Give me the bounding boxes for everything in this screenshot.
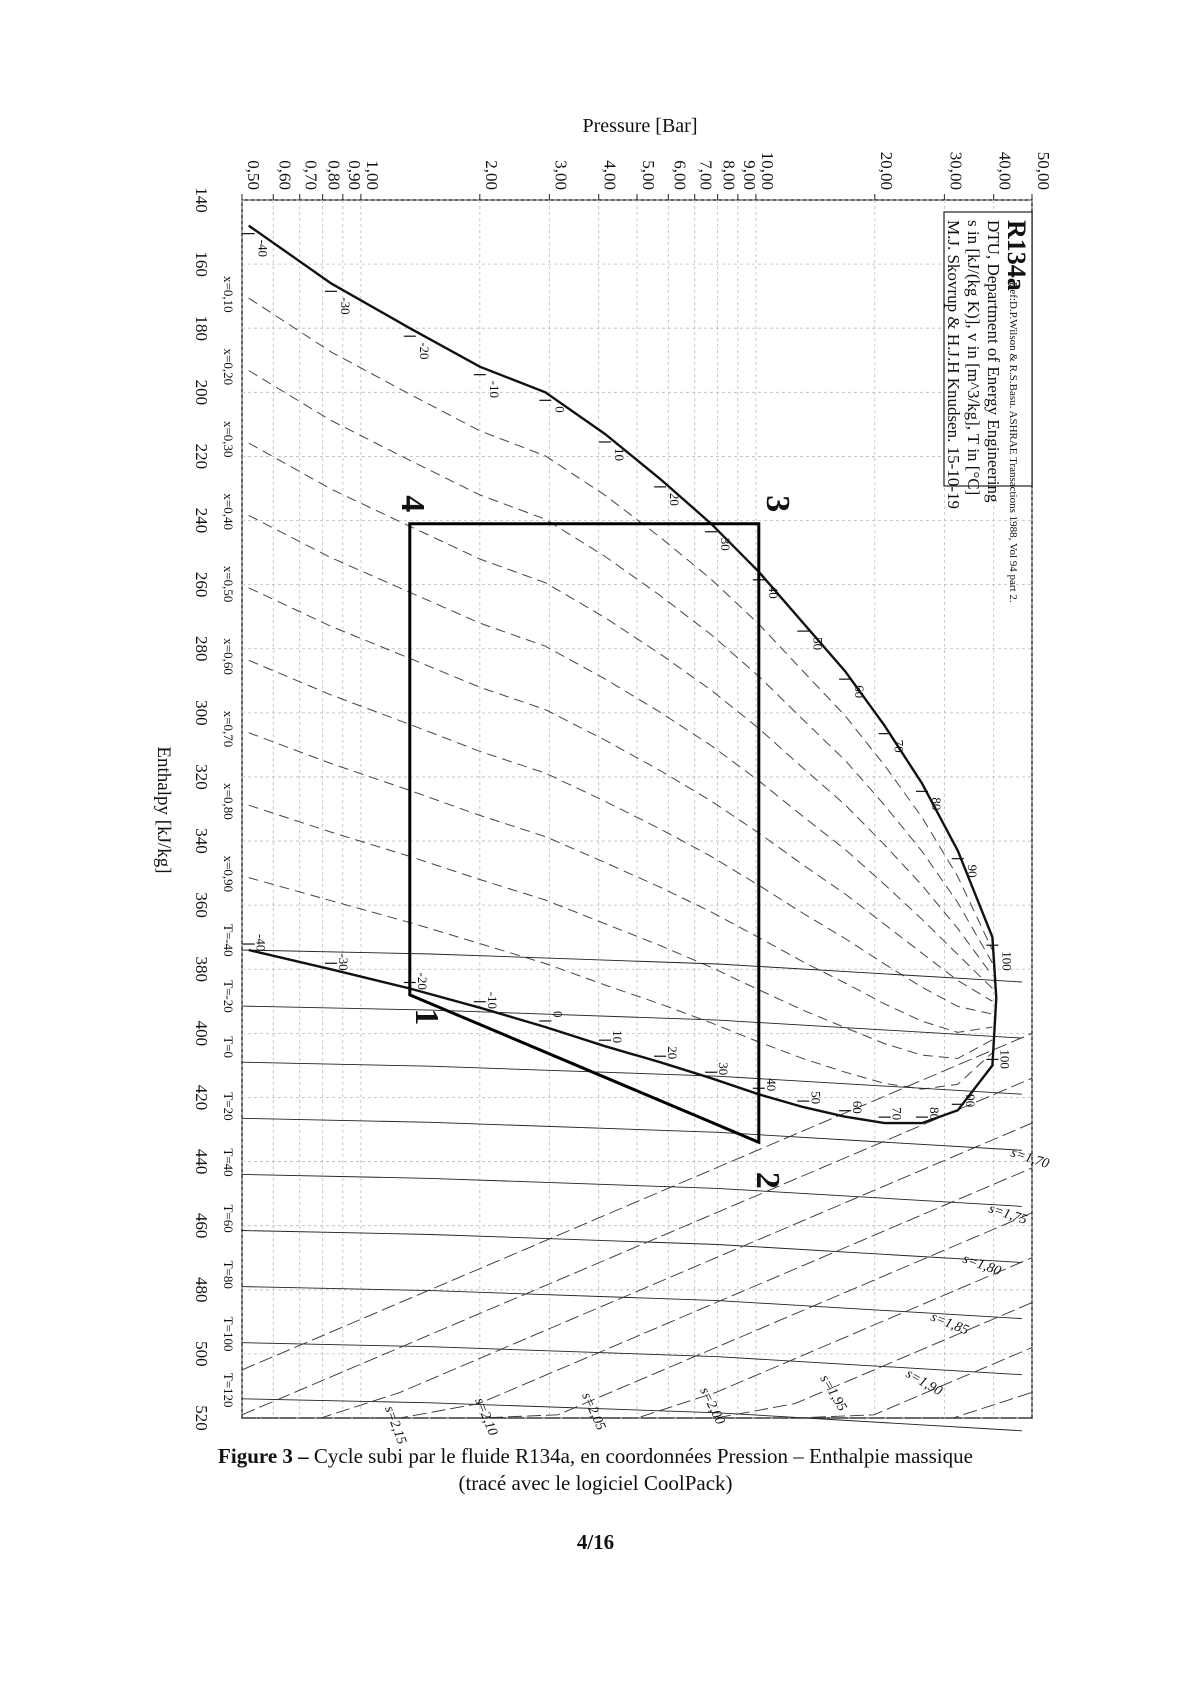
entropy-label: s=1,85 — [928, 1309, 971, 1339]
liquid-temp-label: 30 — [718, 537, 734, 551]
isotherm-label: T=40 — [221, 1148, 236, 1177]
y-tick-label: 20,00 — [876, 151, 896, 190]
vapor-temp-label: -10 — [484, 991, 500, 1010]
isotherm-label: T=100 — [221, 1316, 236, 1352]
liquid-temp-label: -10 — [486, 380, 502, 399]
y-tick-label: 3,00 — [551, 160, 571, 190]
y-tick-label: 9,00 — [739, 160, 759, 190]
cycle-point-label: 3 — [758, 495, 796, 513]
x-tick-label: 180 — [192, 315, 211, 341]
isotherm-line — [242, 1287, 1022, 1319]
caption-label: Figure 3 – — [218, 1444, 309, 1468]
liquid-temp-label: 40 — [765, 585, 781, 599]
y-tick-label: 50,00 — [1034, 151, 1053, 190]
liquid-temp-label: 70 — [891, 739, 907, 753]
x-axis-title: Enthalpy [kJ/kg] — [153, 746, 174, 874]
y-tick-label: 0,80 — [324, 160, 344, 190]
x-tick-label: 520 — [192, 1405, 211, 1431]
x-tick-label: 160 — [192, 251, 211, 277]
vapor-temp-label: 10 — [610, 1030, 626, 1044]
y-tick-label: 1,00 — [362, 160, 382, 190]
vapor-temp-label: 30 — [716, 1062, 732, 1076]
quality-line — [249, 298, 993, 950]
entropy-label: s=1,90 — [903, 1366, 945, 1400]
entropy-label: s=1,80 — [960, 1251, 1003, 1280]
x-tick-label: 140 — [192, 187, 211, 213]
isotherm-label: T=80 — [221, 1260, 236, 1289]
y-tick-label: 4,00 — [600, 160, 620, 190]
liquid-temp-label: 20 — [667, 492, 683, 506]
page-number: 4/16 — [576, 1530, 615, 1554]
isotherm-line — [242, 1171, 1022, 1206]
vapor-temp-label: -20 — [414, 972, 430, 990]
x-tick-label: 240 — [192, 507, 211, 534]
info-line: M.J. Skovrup & H.J.H Knudsen. 15-10-19 — [944, 220, 963, 509]
quality-line — [249, 515, 993, 988]
y-tick-label: 30,00 — [946, 151, 966, 190]
liquid-temp-label: -20 — [416, 342, 432, 360]
vapor-temp-label: 100 — [997, 1049, 1013, 1069]
y-tick-label: 8,00 — [719, 160, 739, 190]
entropy-label: s=2,05 — [578, 1390, 609, 1433]
y-axis-title: Pressure [Bar] — [582, 115, 698, 137]
quality-line — [249, 733, 993, 1033]
vapor-temp-label: 40 — [763, 1078, 779, 1092]
vapor-temp-label: 20 — [665, 1046, 681, 1060]
liquid-temp-label: 100 — [999, 951, 1015, 971]
vapor-temp-label: 90 — [962, 1094, 978, 1108]
quality-label: x=0,50 — [221, 565, 236, 603]
isotherm-label: T=-20 — [221, 980, 236, 1013]
liquid-temp-label: 10 — [612, 447, 628, 461]
isotherm-label: T=120 — [221, 1372, 236, 1408]
vapor-temp-label: 50 — [808, 1091, 824, 1105]
x-tick-label: 420 — [192, 1084, 211, 1111]
isotherm-line — [242, 1231, 1022, 1263]
y-tick-label: 10,00 — [757, 151, 777, 190]
caption-line2: (tracé avec le logiciel CoolPack) — [458, 1471, 733, 1495]
x-tick-label: 460 — [192, 1212, 211, 1239]
liquid-temp-label: 60 — [852, 685, 868, 699]
cycle-point-label: 4 — [393, 495, 431, 513]
quality-label: x=0,30 — [221, 420, 236, 458]
entropy-label: s=2,10 — [471, 1395, 500, 1439]
x-tick-label: 300 — [192, 700, 211, 726]
x-tick-label: 200 — [192, 379, 211, 406]
quality-label: x=0,70 — [221, 710, 236, 748]
figure-caption — [0, 1443, 1191, 1497]
isotherm-label: T=60 — [221, 1204, 236, 1233]
quality-line — [249, 805, 993, 1058]
x-tick-label: 280 — [192, 635, 211, 662]
vapor-temp-label: -40 — [253, 934, 269, 952]
x-tick-label: 380 — [192, 956, 211, 983]
x-tick-label: 360 — [192, 892, 211, 918]
y-tick-label: 5,00 — [639, 160, 658, 190]
cycle-path — [407, 524, 759, 1143]
x-tick-label: 440 — [192, 1148, 211, 1175]
liquid-temp-label: 50 — [810, 637, 826, 651]
axis-labels — [153, 115, 1053, 1431]
entropy-label: s=1,70 — [1008, 1145, 1051, 1172]
info-line: DTU, Department of Energy Engineering — [984, 220, 1003, 503]
vapor-temp-label: -30 — [335, 953, 351, 971]
entropy-label: s=1,95 — [816, 1372, 850, 1415]
y-tick-label: 0,60 — [275, 160, 295, 190]
x-tick-label: 340 — [192, 828, 211, 854]
x-tick-label: 320 — [192, 764, 211, 790]
isentrope-line — [242, 1213, 1032, 1418]
x-tick-label: 500 — [192, 1341, 211, 1367]
liquid-temp-label: 0 — [552, 406, 568, 413]
y-tick-label: 0,50 — [244, 160, 263, 190]
liquid-temp-label: 90 — [964, 864, 980, 878]
cycle-point-label: 2 — [748, 1171, 786, 1189]
vapor-temp-label: 60 — [850, 1100, 866, 1114]
liquid-temp-label: -40 — [255, 239, 271, 257]
y-tick-label: 0,90 — [344, 160, 364, 190]
isotherm-lines — [221, 924, 1022, 1431]
chart-title: R134a — [1002, 220, 1031, 291]
quality-label: x=0,20 — [221, 348, 236, 386]
y-tick-label: 0,70 — [301, 160, 321, 190]
quality-label: x=0,90 — [221, 855, 236, 893]
info-box — [944, 212, 1032, 603]
info-line: s in [kJ/(kg K)], v in [m^3/kg], T in [°C] — [964, 220, 983, 496]
liquid-temp-label: 80 — [928, 797, 944, 811]
isotherm-line — [242, 1343, 1022, 1375]
y-tick-label: 2,00 — [481, 160, 501, 190]
vapor-temp-label: 80 — [926, 1107, 942, 1121]
liquid-temp-label: -30 — [337, 297, 353, 315]
quality-line — [249, 878, 993, 1090]
entropy-label: s=2,00 — [696, 1385, 728, 1428]
isotherm-label: T=20 — [221, 1092, 236, 1121]
y-tick-label: 7,00 — [696, 160, 716, 190]
quality-label: x=0,10 — [221, 276, 236, 313]
cycle-point-label: 1 — [407, 1008, 445, 1026]
isotherm-label: T=0 — [221, 1036, 236, 1058]
quality-label: x=0,80 — [221, 783, 236, 820]
isotherm-line — [242, 1399, 1022, 1431]
caption-text: Cycle subi par le fluide R134a, en coordonnées Pression – Enthalpie massique — [308, 1444, 973, 1468]
saturation-dome — [243, 226, 1015, 1124]
saturated-liquid-line — [249, 226, 997, 999]
x-tick-label: 260 — [192, 571, 211, 598]
x-tick-label: 480 — [192, 1277, 211, 1303]
entropy-label: s=2,15 — [381, 1404, 409, 1447]
quality-label: x=0,60 — [221, 638, 236, 675]
chart-title-note: Ref:D.P.Wilson & R.S.Basu. ASHRAE Transactions 1988, Vol 94 part 2. — [1007, 282, 1019, 603]
quality-label: x=0,40 — [221, 493, 236, 530]
y-tick-label: 40,00 — [995, 151, 1015, 191]
vapor-temp-label: 0 — [550, 1010, 566, 1018]
entropy-label: s=1,75 — [986, 1201, 1029, 1228]
x-tick-label: 400 — [192, 1020, 211, 1047]
y-tick-label: 6,00 — [670, 160, 690, 190]
refrigeration-cycle — [393, 492, 796, 1189]
vapor-temp-label: 70 — [889, 1107, 905, 1121]
isotherm-label: T=-40 — [221, 924, 236, 957]
x-tick-label: 220 — [192, 443, 211, 470]
quality-line — [249, 585, 993, 1002]
